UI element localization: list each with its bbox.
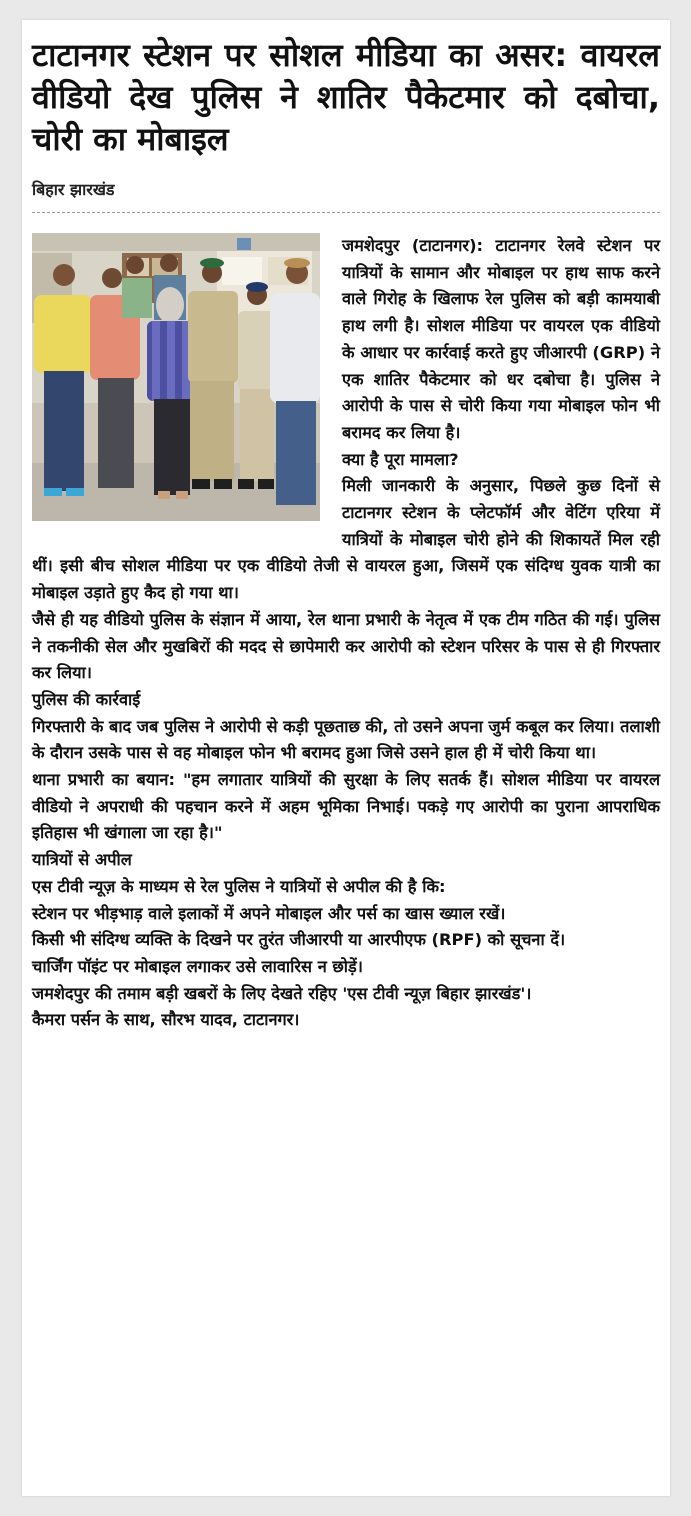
article-paragraph: जैसे ही यह वीडियो पुलिस के संज्ञान में आया, रेल थाना प्रभारी के नेतृत्व में एक टीम गठित की गई। पुलिस ने तकनीकी सेल और मुखबिरों की मदद से छापेमारी कर आरोपी को स्टेशन परिसर के पास से ही गिरफ्तार कर लिया। [32, 609, 660, 683]
article-byline: कैमरा पर्सन के साथ, सौरभ यादव, टाटानगर। [32, 1010, 300, 1030]
article-paragraph: चार्जिंग पॉइंट पर मोबाइल लगाकर उसे लावारिस न छोड़ें। [32, 956, 363, 976]
article-paragraph: स्टेशन पर भीड़भाड़ वाले इलाकों में अपने मोबाइल और पर्स का खास ख्याल रखें। [32, 903, 506, 923]
subheading-case: क्या है पूरा मामला? [342, 449, 459, 469]
article-content [32, 34, 660, 1034]
article-paragraph: जमशेदपुर की तमाम बड़ी खबरों के लिए देखते रहिए 'एस टीवी न्यूज़ बिहार झारखंड'। [32, 983, 532, 1003]
article-paragraph: एस टीवी न्यूज़ के माध्यम से रेल पुलिस ने यात्रियों से अपील की है कि: [32, 876, 446, 896]
group-photo-illustration [32, 233, 320, 521]
article-paragraph: किसी भी संदिग्ध व्यक्ति के दिखने पर तुरंत जीआरपी या आरपीएफ (RPF) को सूचना दें। [32, 930, 566, 950]
dashed-divider [32, 212, 660, 213]
article-category[interactable]: बिहार झारखंड [32, 180, 115, 199]
article-body [32, 233, 660, 1034]
article-paragraph: मिली जानकारी के अनुसार, पिछले कुछ दिनों से टाटानगर स्टेशन के प्लेटफॉर्म और वेटिंग एरिया में यात्रियों के मोबाइल चोरी होने की शिकायतें मिल रही थीं। इसी बीच सोशल मीडिया पर एक वीडियो तेजी से वायरल हुआ, जिसमें एक संदिग्ध युवक यात्री का मोबाइल उड़ाते हुए कैद हो गया था। [32, 476, 660, 603]
article-headline: टाटानगर स्टेशन पर सोशल मीडिया का असर: वायरल वीडियो देख पुलिस ने शातिर पैकेटमार को दबोचा, चोरी का मोबाइल [32, 36, 660, 158]
article-card [22, 20, 670, 1496]
article-photo [32, 233, 320, 521]
subheading-appeal: यात्रियों से अपील [32, 850, 132, 870]
article-paragraph: थाना प्रभारी का बयान: "हम लगातार यात्रियों की सुरक्षा के लिए सतर्क हैं। सोशल मीडिया पर वायरल वीडियो ने अपराधी की पहचान करने में अहम भूमिका निभाई। पकड़े गए आरोपी का पुराना आपराधिक इतिहास भी खंगाला जा रहा है।" [32, 770, 660, 843]
subheading-police-action: पुलिस की कार्रवाई [32, 689, 141, 709]
article-paragraph: गिरफ्तारी के बाद जब पुलिस ने आरोपी से कड़ी पूछताछ की, तो उसने अपना जुर्म कबूल कर लिया। तलाशी के दौरान उसके पास से वह मोबाइल फोन भी बरामद हुआ जिसे उसने हाल ही में चोरी किया था। [32, 716, 660, 763]
article-lead: जमशेदपुर (टाटानगर): टाटानगर रेलवे स्टेशन पर यात्रियों के सामान और मोबाइल पर हाथ साफ करने वाले गिरोह के खिलाफ रेल पुलिस को बड़ी कामयाबी हाथ लगी है। सोशल मीडिया पर वायरल एक वीडियो के आधार पर कार्रवाई करते हुए जीआरपी (GRP) ने एक शातिर पैकेटमार को धर दबोचा है। पुलिस ने आरोपी के पास से चोरी किया गया मोबाइल फोन भी बरामद कर लिया है। [342, 236, 660, 442]
